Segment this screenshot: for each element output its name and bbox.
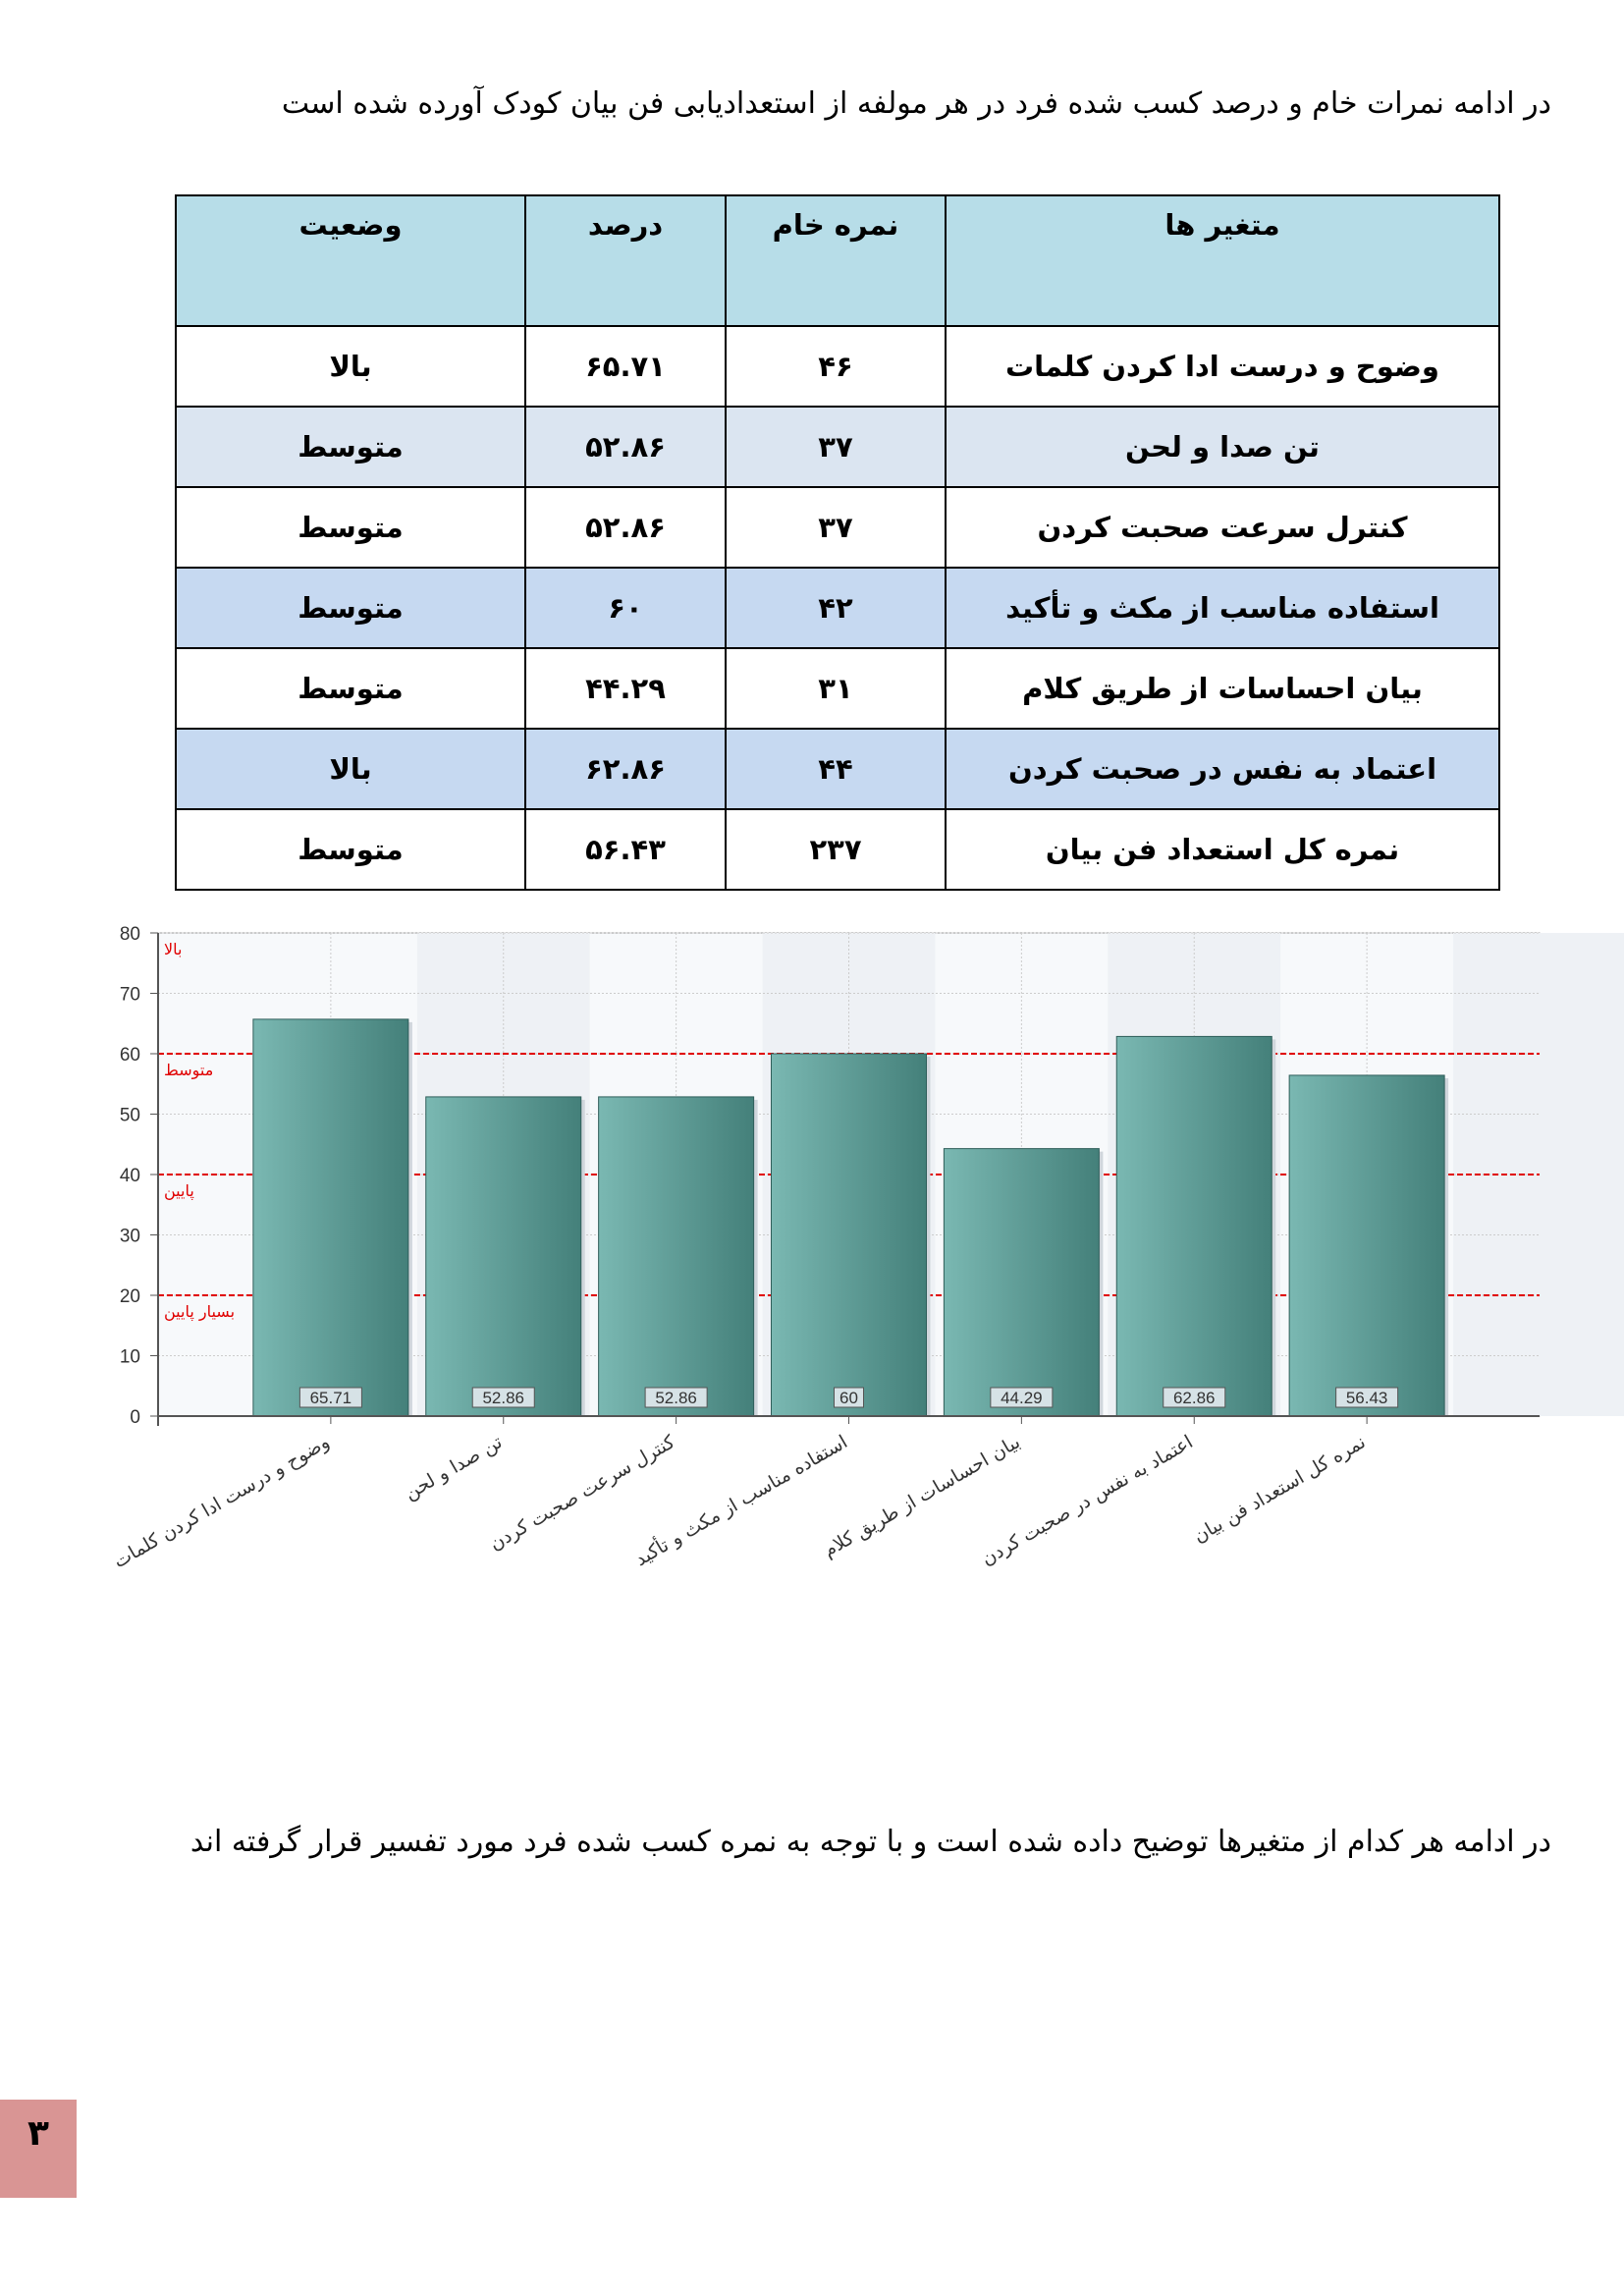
zone-label: بسیار پایین xyxy=(164,1302,236,1321)
y-tick-label: 50 xyxy=(119,1105,140,1126)
header-variables: متغیر ها xyxy=(946,195,1499,326)
x-tick-label: اعتماد به نفس در صحبت کردن xyxy=(977,1431,1197,1570)
data-label: 44.29 xyxy=(1001,1389,1043,1407)
header-raw-score: نمره خام xyxy=(726,195,946,326)
header-status: وضعیت xyxy=(176,195,525,326)
status-cell: متوسط xyxy=(176,407,525,487)
status-cell: متوسط xyxy=(176,568,525,648)
table-row xyxy=(176,487,1499,568)
percent-cell: ۴۴.۲۹ xyxy=(525,648,726,729)
bar xyxy=(944,1149,1099,1416)
raw-score-cell: ۴۲ xyxy=(726,568,946,648)
raw-score-cell: ۲۳۷ xyxy=(726,809,946,890)
bar xyxy=(599,1097,754,1416)
bar xyxy=(772,1054,927,1416)
x-tick-label: بیان احساسات از طریق کلام xyxy=(819,1431,1024,1562)
data-label: 52.86 xyxy=(655,1389,697,1407)
bar xyxy=(426,1097,581,1416)
intro-paragraph: در ادامه نمرات خام و درصد کسب شده فرد در هر مولفه از استعدادیابی فن بیان کودک آورده شده است xyxy=(281,86,1551,121)
table-row xyxy=(176,326,1499,407)
bar-chart xyxy=(0,913,1624,1719)
raw-score-cell: ۳۱ xyxy=(726,648,946,729)
percent-cell: ۶۲.۸۶ xyxy=(525,729,726,809)
variable-cell: استفاده مناسب از مکث و تأکید xyxy=(946,568,1499,648)
y-tick-label: 30 xyxy=(119,1226,140,1247)
data-label: 60 xyxy=(839,1389,858,1407)
table-row xyxy=(176,809,1499,890)
raw-score-cell: ۳۷ xyxy=(726,487,946,568)
outro-paragraph: در ادامه هر کدام از متغیرها توضیح داده شده است و با توجه به نمره کسب شده فرد مورد تفسیر قرار گرفته اند xyxy=(189,1825,1551,1859)
y-tick-label: 0 xyxy=(130,1407,140,1428)
scores-table xyxy=(175,194,1500,891)
variable-cell: کنترل سرعت صحبت کردن xyxy=(946,487,1499,568)
data-label: 56.43 xyxy=(1345,1389,1388,1407)
variable-cell: اعتماد به نفس در صحبت کردن xyxy=(946,729,1499,809)
y-tick-label: 60 xyxy=(119,1045,140,1066)
data-label: 62.86 xyxy=(1172,1389,1216,1407)
x-tick-label: استفاده مناسب از مکث و تأکید xyxy=(630,1431,851,1571)
variable-cell: نمره کل استعداد فن بیان xyxy=(946,809,1499,890)
raw-score-cell: ۳۷ xyxy=(726,407,946,487)
bar xyxy=(1289,1075,1444,1416)
table-row xyxy=(176,407,1499,487)
zone-label: متوسط xyxy=(164,1061,214,1079)
y-tick-label: 40 xyxy=(119,1166,140,1186)
zone-label: بالا xyxy=(164,940,183,958)
status-cell: بالا xyxy=(176,729,525,809)
variable-cell: وضوح و درست ادا کردن کلمات xyxy=(946,326,1499,407)
x-tick-label: وضوح و درست ادا کردن کلمات xyxy=(109,1431,334,1573)
header-percent: درصد xyxy=(525,195,726,326)
table-row xyxy=(176,648,1499,729)
y-tick-label: 80 xyxy=(119,924,140,945)
status-cell: متوسط xyxy=(176,809,525,890)
y-tick-label: 70 xyxy=(119,984,140,1006)
raw-score-cell: ۴۴ xyxy=(726,729,946,809)
x-tick-label: تن صدا و لحن xyxy=(401,1431,507,1504)
percent-cell: ۵۲.۸۶ xyxy=(525,407,726,487)
page-number: ۳ xyxy=(0,2100,77,2198)
x-tick-label: کنترل سرعت صحبت کردن xyxy=(485,1431,679,1556)
percent-cell: ۶۰ xyxy=(525,568,726,648)
percent-cell: ۶۵.۷۱ xyxy=(525,326,726,407)
zone-label: پایین xyxy=(164,1181,194,1200)
table-row xyxy=(176,568,1499,648)
bar xyxy=(253,1019,408,1416)
variable-cell: بیان احساسات از طریق کلام xyxy=(946,648,1499,729)
bar xyxy=(1116,1036,1272,1416)
data-label: 52.86 xyxy=(482,1389,525,1407)
status-cell: متوسط xyxy=(176,648,525,729)
y-tick-label: 10 xyxy=(119,1346,140,1368)
raw-score-cell: ۴۶ xyxy=(726,326,946,407)
status-cell: بالا xyxy=(176,326,525,407)
percent-cell: ۵۲.۸۶ xyxy=(525,487,726,568)
table-row xyxy=(176,729,1499,809)
table-header-row xyxy=(176,195,1499,326)
variable-cell: تن صدا و لحن xyxy=(946,407,1499,487)
x-tick-label: نمره کل استعداد فن بیان xyxy=(1189,1431,1370,1548)
status-cell: متوسط xyxy=(176,487,525,568)
percent-cell: ۵۶.۴۳ xyxy=(525,809,726,890)
y-tick-label: 20 xyxy=(119,1286,140,1307)
data-label: 65.71 xyxy=(309,1389,352,1407)
